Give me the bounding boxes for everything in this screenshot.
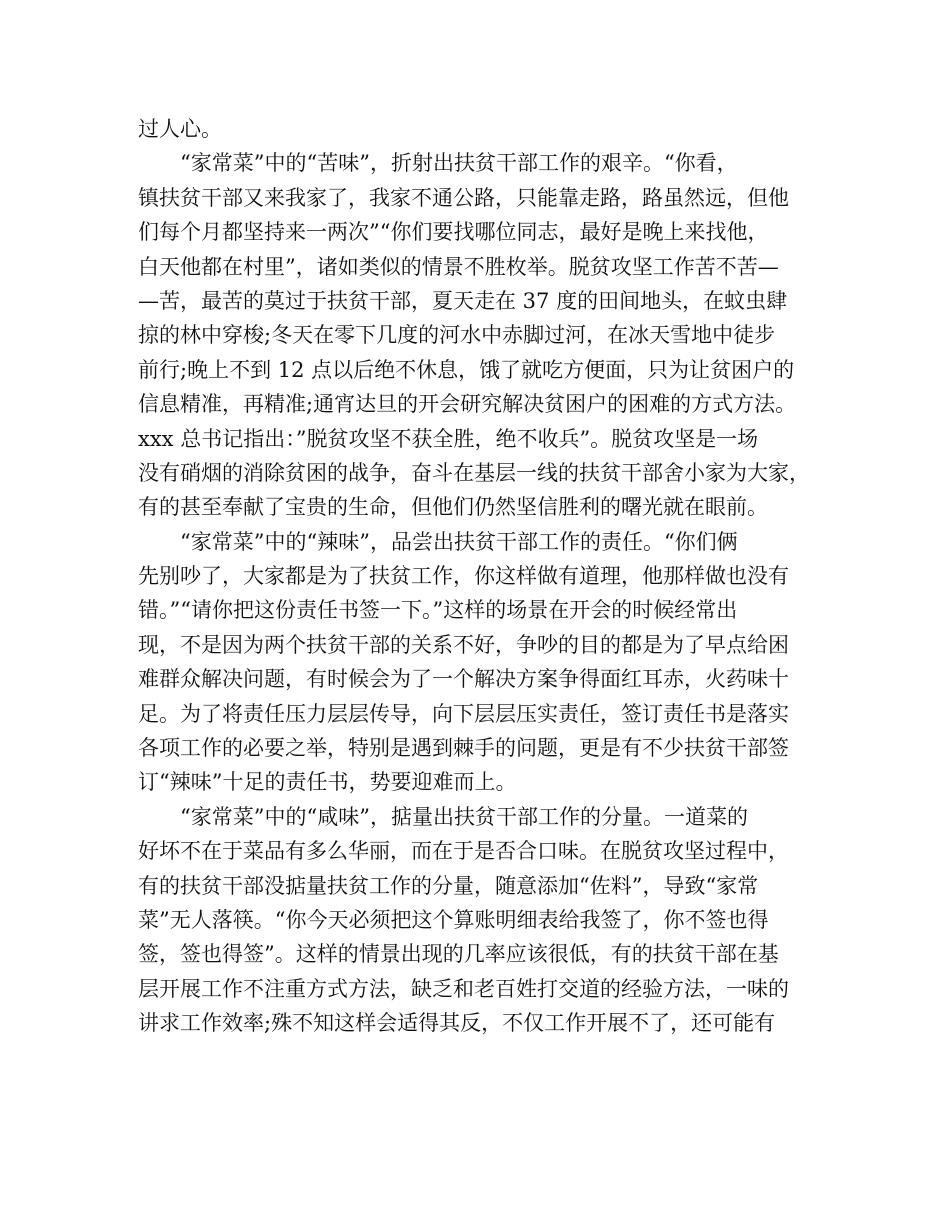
text-line: 各项工作的必要之举，特别是遇到棘手的问题，更是有不少扶贫干部签 xyxy=(138,736,789,761)
text-line: 菜”无人落筷。“你今天必须把这个算账明细表给我签了，你不签也得 xyxy=(138,907,769,932)
text-line: 足。为了将责任压力层层传导，向下层层压实责任，签订责任书是落实 xyxy=(138,701,789,726)
text-line: 现，不是因为两个扶贫干部的关系不好，争吵的目的都是为了早点给困 xyxy=(138,632,789,657)
text-line: 先别吵了，大家都是为了扶贫工作，你这样做有道理，他那样做也没有 xyxy=(138,564,789,589)
body-text xyxy=(138,112,828,1041)
text-line: 难群众解决问题，有时候会为了一个解决方案争得面红耳赤，火药味十 xyxy=(138,667,789,692)
text-line: 有的扶贫干部没掂量扶贫工作的分量，随意添加“佐料”，导致“家常 xyxy=(138,873,759,898)
text-line: 信息精准，再精准;通宵达旦的开会研究解决贫困户的困难的方式方法。 xyxy=(138,392,797,417)
text-line: 们每个月都坚持来一两次”“你们要找哪位同志，最好是晚上来找他， xyxy=(138,220,769,245)
text-line: 没有硝烟的消除贫困的战争，奋斗在基层一线的扶贫干部舍小家为大家， xyxy=(138,460,810,485)
paragraph-first-line: “家常菜”中的“苦味”，折射出扶贫干部工作的艰辛。“你看， xyxy=(180,151,738,176)
text-line: xxx 总书记指出：”脱贫攻坚不获全胜，绝不收兵”。脱贫攻坚是一场 xyxy=(138,426,759,451)
text-line: 白天他都在村里”，诸如类似的情景不胜枚举。脱贫攻坚工作苦不苦— xyxy=(138,254,779,279)
text-line: —苦，最苦的莫过于扶贫干部，夏天走在 37 度的田间地头，在蚊虫肆 xyxy=(138,288,788,313)
text-line: 过人心。 xyxy=(138,117,222,141)
text-line: 掠的林中穿梭;冬天在零下几度的河水中赤脚过河，在冰天雪地中徒步 xyxy=(138,323,776,348)
text-line: 订“辣味”十足的责任书，势要迎难而上。 xyxy=(138,770,517,795)
text-line: 前行;晚上不到 12 点以后绝不休息，饿了就吃方便面，只为让贫困户的 xyxy=(138,357,795,382)
text-line: 签，签也得签”。这样的情景出现的几率应该很低，有的扶贫干部在基 xyxy=(138,942,779,967)
text-line: 镇扶贫干部又来我家了，我家不通公路，只能靠走路，路虽然远，但他 xyxy=(138,185,789,210)
text-line: 错。”“请你把这份责任书签一下。”这样的场景在开会的时候经常出 xyxy=(138,598,738,623)
text-line: 有的甚至奉献了宝贵的生命，但他们仍然坚信胜利的曙光就在眼前。 xyxy=(138,495,768,520)
text-line: 讲求工作效率;殊不知这样会适得其反，不仅工作开展不了，还可能有 xyxy=(138,1011,776,1036)
paragraph-first-line: “家常菜”中的“咸味”，掂量出扶贫干部工作的分量。一道菜的 xyxy=(180,804,748,829)
paragraph-first-line: “家常菜”中的“辣味”，品尝出扶贫干部工作的责任。“你们俩 xyxy=(180,529,738,554)
text-line: 层开展工作不注重方式方法，缺乏和老百姓打交道的经验方法，一味的 xyxy=(138,976,789,1001)
text-line: 好坏不在于菜品有多么华丽，而在于是否合口味。在脱贫攻坚过程中， xyxy=(138,839,789,864)
